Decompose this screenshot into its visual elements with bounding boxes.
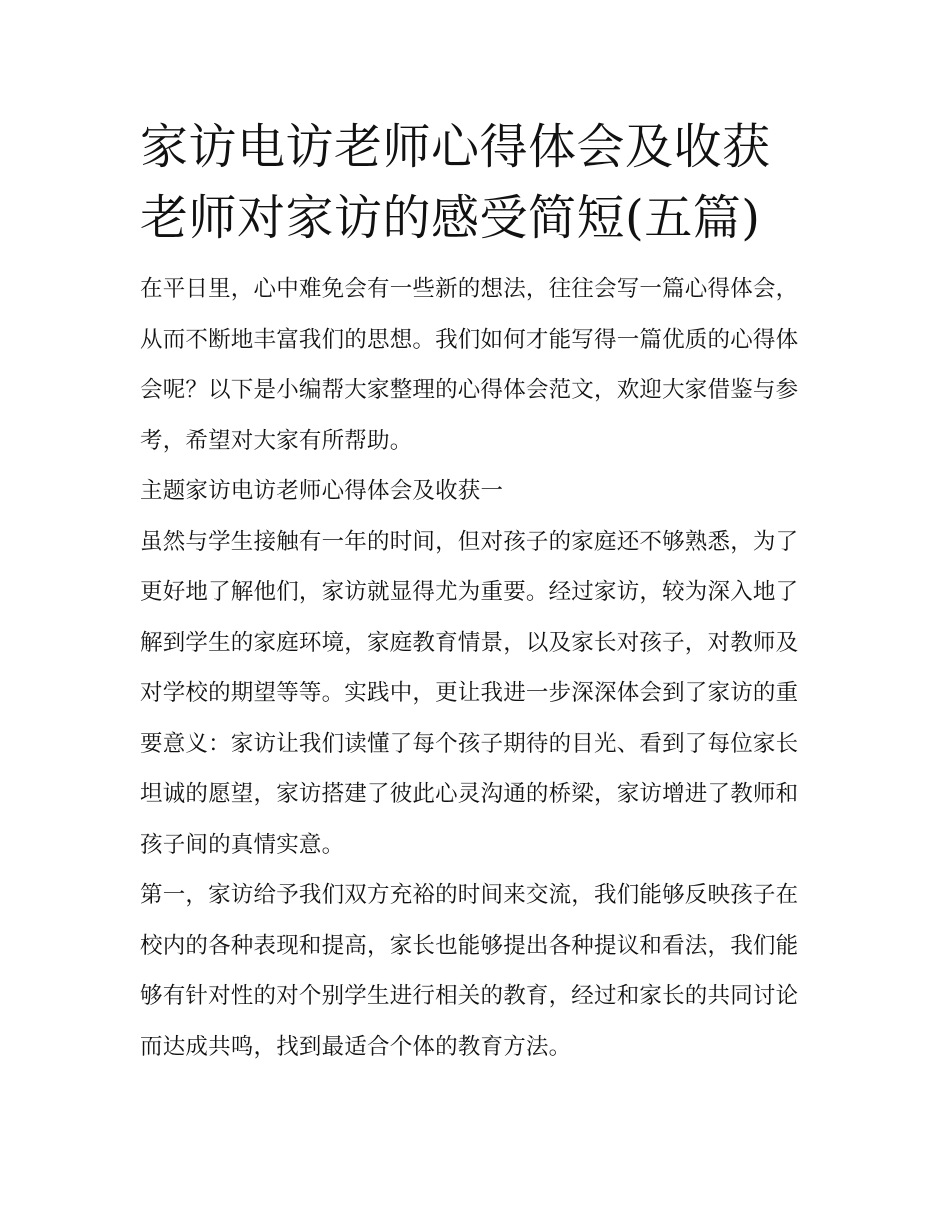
body-paragraph-2: 第一，家访给予我们双方充裕的时间来交流，我们能够反映孩子在校内的各种表现和提高，家长也能够提出各种提议和看法，我们能够有针对性的对个别学生进行相关的教育，经过和家长的共同讨论而达成共鸣，找到最适合个体的教育方法。 xyxy=(140,882,799,1060)
section-heading: 主题家访电访老师心得体会及收获一 xyxy=(140,478,504,504)
intro-paragraph: 在平日里，心中难免会有一些新的想法，往往会写一篇心得体会，从而不断地丰富我们的思想。我们如何才能写得一篇优质的心得体会呢？以下是小编帮大家整理的心得体会范文，欢迎大家借鉴与参考，希望对大家有所帮助。 xyxy=(140,276,799,454)
document-body xyxy=(140,264,812,1072)
title-line-1: 家访电访老师心得体会及收获 xyxy=(140,119,771,175)
document-title xyxy=(140,112,812,254)
document-page xyxy=(140,112,812,1072)
body-paragraph-1: 虽然与学生接触有一年的时间，但对孩子的家庭还不够熟悉，为了更好地了解他们，家访就显得尤为重要。经过家访，较为深入地了解到学生的家庭环境，家庭教育情景，以及家长对孩子，对教师及对学校的期望等等。实践中，更让我进一步深深体会到了家访的重要意义：家访让我们读懂了每个孩子期待的目光、看到了每位家长坦诚的愿望，家访搭建了彼此心灵沟通的桥梁，家访增进了教师和孩子间的真情实意。 xyxy=(140,528,799,858)
title-line-2: 老师对家访的感受简短(五篇) xyxy=(140,190,761,246)
